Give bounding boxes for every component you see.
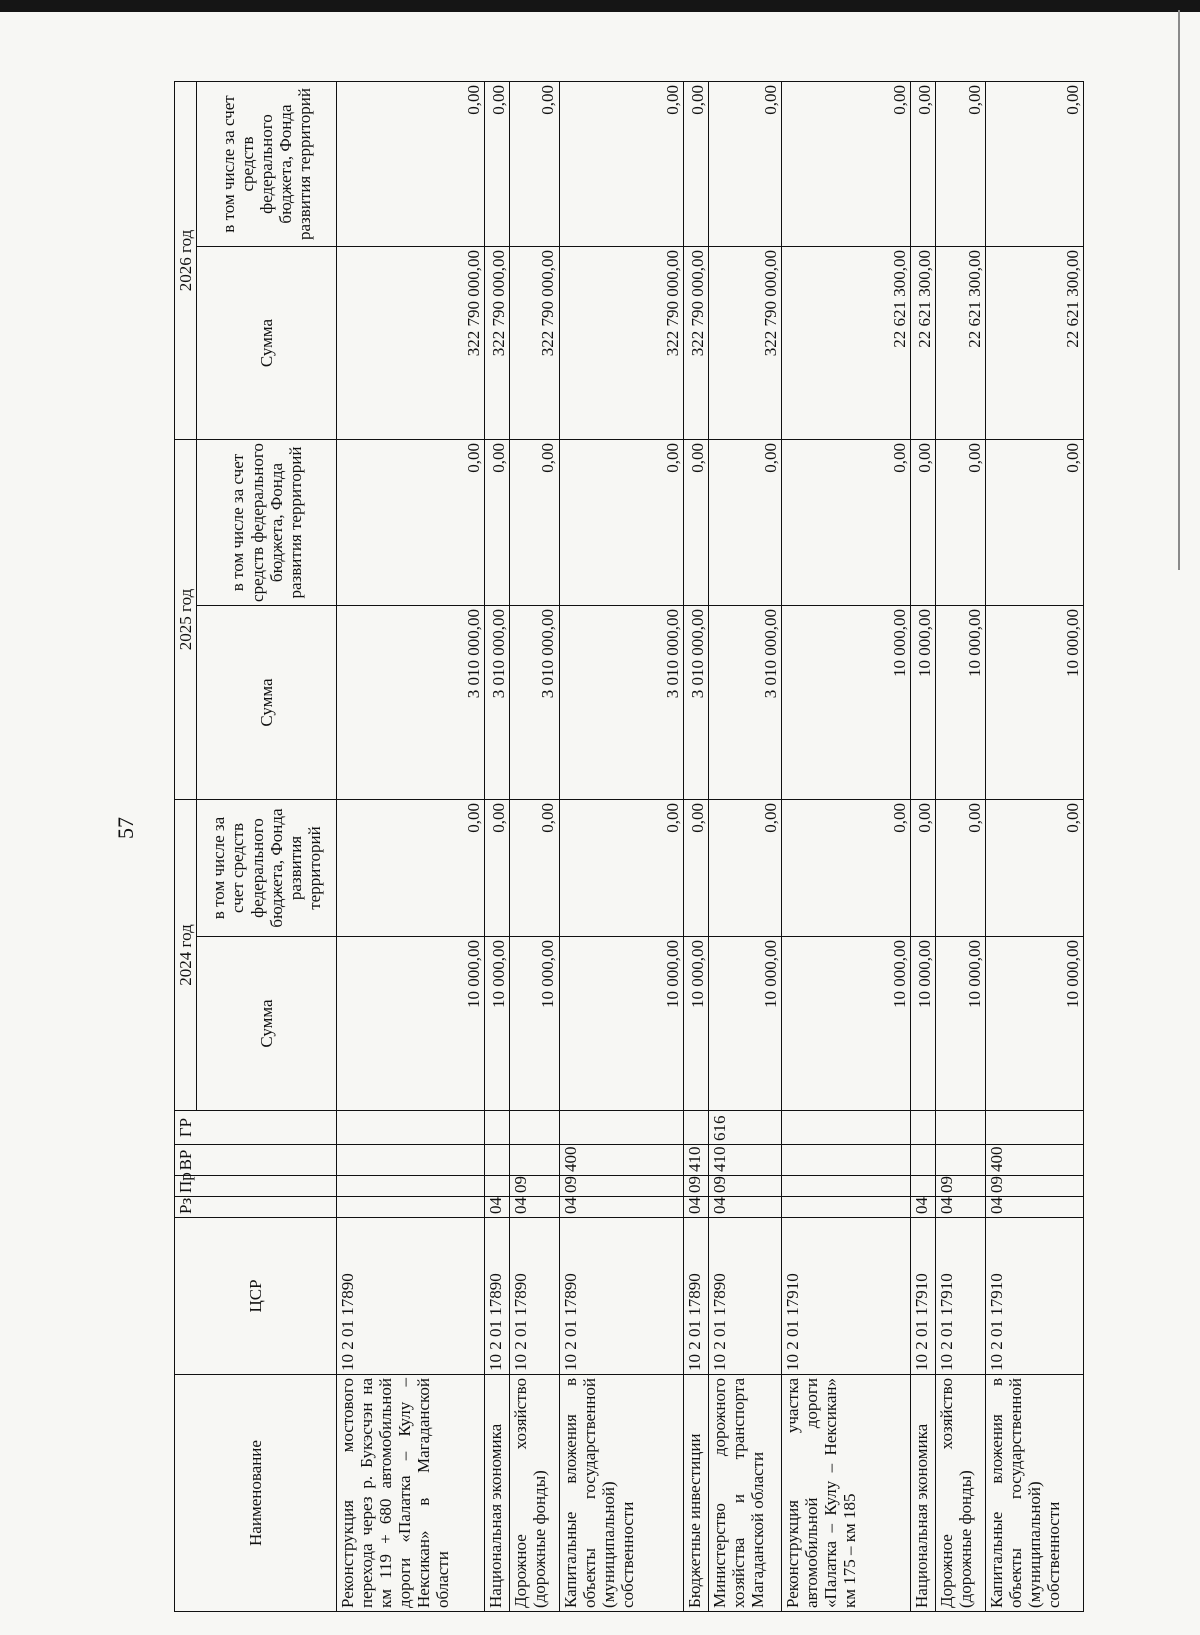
row-sum-2026: 22 621 300,00 (936, 247, 986, 440)
row-rz: 04 (684, 1197, 709, 1218)
row-fed-2025: 0,00 (782, 440, 911, 606)
row-rz (337, 1197, 485, 1218)
header-sum-2025: Сумма (197, 606, 337, 800)
rotated-document (174, 82, 1084, 1612)
row-sum-2025: 10 000,00 (986, 606, 1084, 800)
budget-table (174, 81, 1084, 1612)
row-fed-2025: 0,00 (986, 440, 1084, 606)
row-name: Реконструкция мостового перехода через р. Букэсчэн на км 119 + 680 автомобильной дороги «Палатка – Кулу – Нексикан» в Магаданской области (337, 1375, 485, 1612)
row-fed-2026: 0,00 (484, 82, 509, 247)
row-csr: 10 2 01 17890 (684, 1218, 709, 1375)
row-fed-2025: 0,00 (509, 440, 559, 606)
row-name: Капитальные вложения в объекты государственной (муниципальной) собственности (559, 1375, 684, 1612)
table-row (986, 82, 1084, 1612)
row-rz: 04 (709, 1197, 782, 1218)
row-vr (936, 1145, 986, 1176)
row-sum-2025: 3 010 000,00 (484, 606, 509, 800)
row-sum-2025: 3 010 000,00 (684, 606, 709, 800)
row-sum-2024: 10 000,00 (782, 937, 911, 1111)
row-sum-2025: 3 010 000,00 (709, 606, 782, 800)
row-fed-2024: 0,00 (936, 800, 986, 937)
row-sum-2026: 322 790 000,00 (484, 247, 509, 440)
row-gr (559, 1111, 684, 1145)
row-fed-2024: 0,00 (484, 800, 509, 937)
row-sum-2025: 10 000,00 (936, 606, 986, 800)
row-sum-2024: 10 000,00 (337, 937, 485, 1111)
row-fed-2025: 0,00 (559, 440, 684, 606)
header-row-years (175, 82, 197, 1612)
row-fed-2026: 0,00 (936, 82, 986, 247)
row-sum-2024: 10 000,00 (936, 937, 986, 1111)
row-csr: 10 2 01 17910 (936, 1218, 986, 1375)
row-rz: 04 (936, 1197, 986, 1218)
table-row (709, 82, 782, 1612)
scan-edge-top (0, 0, 1200, 12)
row-pr (484, 1176, 509, 1197)
page-number: 57 (113, 817, 138, 839)
row-csr: 10 2 01 17890 (484, 1218, 509, 1375)
row-fed-2026: 0,00 (986, 82, 1084, 247)
row-gr (911, 1111, 936, 1145)
row-csr: 10 2 01 17910 (911, 1218, 936, 1375)
row-name: Реконструкция участка автомобильной дороги «Палатка – Кулу – Нексикан» км 175 – км 185 (782, 1375, 911, 1612)
row-rz (782, 1197, 911, 1218)
row-fed-2026: 0,00 (911, 82, 936, 247)
row-sum-2026: 22 621 300,00 (986, 247, 1084, 440)
row-fed-2026: 0,00 (782, 82, 911, 247)
row-gr (337, 1111, 485, 1145)
row-sum-2024: 10 000,00 (911, 937, 936, 1111)
row-fed-2024: 0,00 (337, 800, 485, 937)
row-csr: 10 2 01 17890 (559, 1218, 684, 1375)
row-fed-2025: 0,00 (911, 440, 936, 606)
row-gr: 616 (709, 1111, 782, 1145)
row-sum-2024: 10 000,00 (509, 937, 559, 1111)
row-fed-2025: 0,00 (484, 440, 509, 606)
row-sum-2026: 322 790 000,00 (509, 247, 559, 440)
row-name: Капитальные вложения в объекты государственной (муниципальной) собственности (986, 1375, 1084, 1612)
row-vr (911, 1145, 936, 1176)
row-fed-2024: 0,00 (559, 800, 684, 937)
row-gr (684, 1111, 709, 1145)
header-rz: Рз (175, 1197, 337, 1218)
row-fed-2026: 0,00 (337, 82, 485, 247)
row-sum-2024: 10 000,00 (986, 937, 1084, 1111)
row-name: Дорожное хозяйство (дорожные фонды) (509, 1375, 559, 1612)
table-row (782, 82, 911, 1612)
header-pr: Пр (175, 1176, 337, 1197)
header-sum-2026: Сумма (197, 247, 337, 440)
row-sum-2025: 3 010 000,00 (559, 606, 684, 800)
row-name: Национальная экономика (911, 1375, 936, 1612)
row-csr: 10 2 01 17910 (782, 1218, 911, 1375)
row-sum-2026: 322 790 000,00 (684, 247, 709, 440)
row-fed-2024: 0,00 (986, 800, 1084, 937)
row-sum-2025: 10 000,00 (782, 606, 911, 800)
row-sum-2024: 10 000,00 (709, 937, 782, 1111)
row-vr: 410 (684, 1145, 709, 1176)
row-rz: 04 (484, 1197, 509, 1218)
header-sum-2024: Сумма (197, 937, 337, 1111)
row-rz: 04 (986, 1197, 1084, 1218)
table-row (684, 82, 709, 1612)
header-fed-2024: в том числе за счет средств федерального бюджета, Фонда развития территорий (197, 800, 337, 937)
header-fed-2026: в том числе за счет средств федерального бюджета, Фонда развития территорий (197, 82, 337, 247)
row-sum-2026: 322 790 000,00 (337, 247, 485, 440)
row-vr (782, 1145, 911, 1176)
header-year-2024: 2024 год (175, 800, 197, 1111)
row-sum-2025: 3 010 000,00 (337, 606, 485, 800)
row-pr (782, 1176, 911, 1197)
row-name: Дорожное хозяйство (дорожные фонды) (936, 1375, 986, 1612)
row-fed-2025: 0,00 (936, 440, 986, 606)
row-gr (986, 1111, 1084, 1145)
row-fed-2024: 0,00 (684, 800, 709, 937)
row-fed-2024: 0,00 (509, 800, 559, 937)
row-sum-2024: 10 000,00 (684, 937, 709, 1111)
row-vr (337, 1145, 485, 1176)
row-pr: 09 (684, 1176, 709, 1197)
row-gr (509, 1111, 559, 1145)
table-row (911, 82, 936, 1612)
header-name: Наименование (175, 1375, 337, 1612)
row-fed-2026: 0,00 (709, 82, 782, 247)
table-row (484, 82, 509, 1612)
row-sum-2025: 10 000,00 (911, 606, 936, 800)
row-csr: 10 2 01 17890 (709, 1218, 782, 1375)
row-fed-2025: 0,00 (684, 440, 709, 606)
table-row (337, 82, 485, 1612)
row-sum-2024: 10 000,00 (559, 937, 684, 1111)
header-vr: ВР (175, 1145, 337, 1176)
row-fed-2025: 0,00 (709, 440, 782, 606)
row-fed-2026: 0,00 (509, 82, 559, 247)
table-row (559, 82, 684, 1612)
row-gr (782, 1111, 911, 1145)
row-fed-2024: 0,00 (782, 800, 911, 937)
row-vr: 400 (986, 1145, 1084, 1176)
header-csr: ЦСР (175, 1218, 337, 1375)
row-sum-2026: 322 790 000,00 (559, 247, 684, 440)
row-vr: 410 (709, 1145, 782, 1176)
table-row (509, 82, 559, 1612)
row-fed-2026: 0,00 (684, 82, 709, 247)
row-vr: 400 (559, 1145, 684, 1176)
row-pr: 09 (509, 1176, 559, 1197)
row-sum-2026: 22 621 300,00 (782, 247, 911, 440)
row-pr: 09 (986, 1176, 1084, 1197)
row-gr (936, 1111, 986, 1145)
row-rz: 04 (559, 1197, 684, 1218)
row-rz: 04 (509, 1197, 559, 1218)
header-fed-2025: в том числе за счет средств федерального бюджета, Фонда развития территорий (197, 440, 337, 606)
row-fed-2024: 0,00 (709, 800, 782, 937)
row-name: Бюджетные инвестиции (684, 1375, 709, 1612)
row-sum-2025: 3 010 000,00 (509, 606, 559, 800)
row-name: Национальная экономика (484, 1375, 509, 1612)
row-vr (509, 1145, 559, 1176)
row-csr: 10 2 01 17890 (509, 1218, 559, 1375)
row-csr: 10 2 01 17890 (337, 1218, 485, 1375)
row-sum-2026: 22 621 300,00 (911, 247, 936, 440)
header-year-2025: 2025 год (175, 440, 197, 800)
header-gr: ГР (175, 1111, 337, 1145)
row-vr (484, 1145, 509, 1176)
row-csr: 10 2 01 17910 (986, 1218, 1084, 1375)
row-name: Министерство дорожного хозяйства и транспорта Магаданской области (709, 1375, 782, 1612)
row-sum-2026: 322 790 000,00 (709, 247, 782, 440)
row-rz: 04 (911, 1197, 936, 1218)
scan-edge-right (1178, 10, 1180, 570)
row-pr: 09 (559, 1176, 684, 1197)
row-pr (911, 1176, 936, 1197)
row-gr (484, 1111, 509, 1145)
table-row (936, 82, 986, 1612)
row-fed-2025: 0,00 (337, 440, 485, 606)
row-sum-2024: 10 000,00 (484, 937, 509, 1111)
row-pr: 09 (936, 1176, 986, 1197)
header-year-2026: 2026 год (175, 82, 197, 440)
row-fed-2026: 0,00 (559, 82, 684, 247)
row-fed-2024: 0,00 (911, 800, 936, 937)
row-pr (337, 1176, 485, 1197)
row-pr: 09 (709, 1176, 782, 1197)
